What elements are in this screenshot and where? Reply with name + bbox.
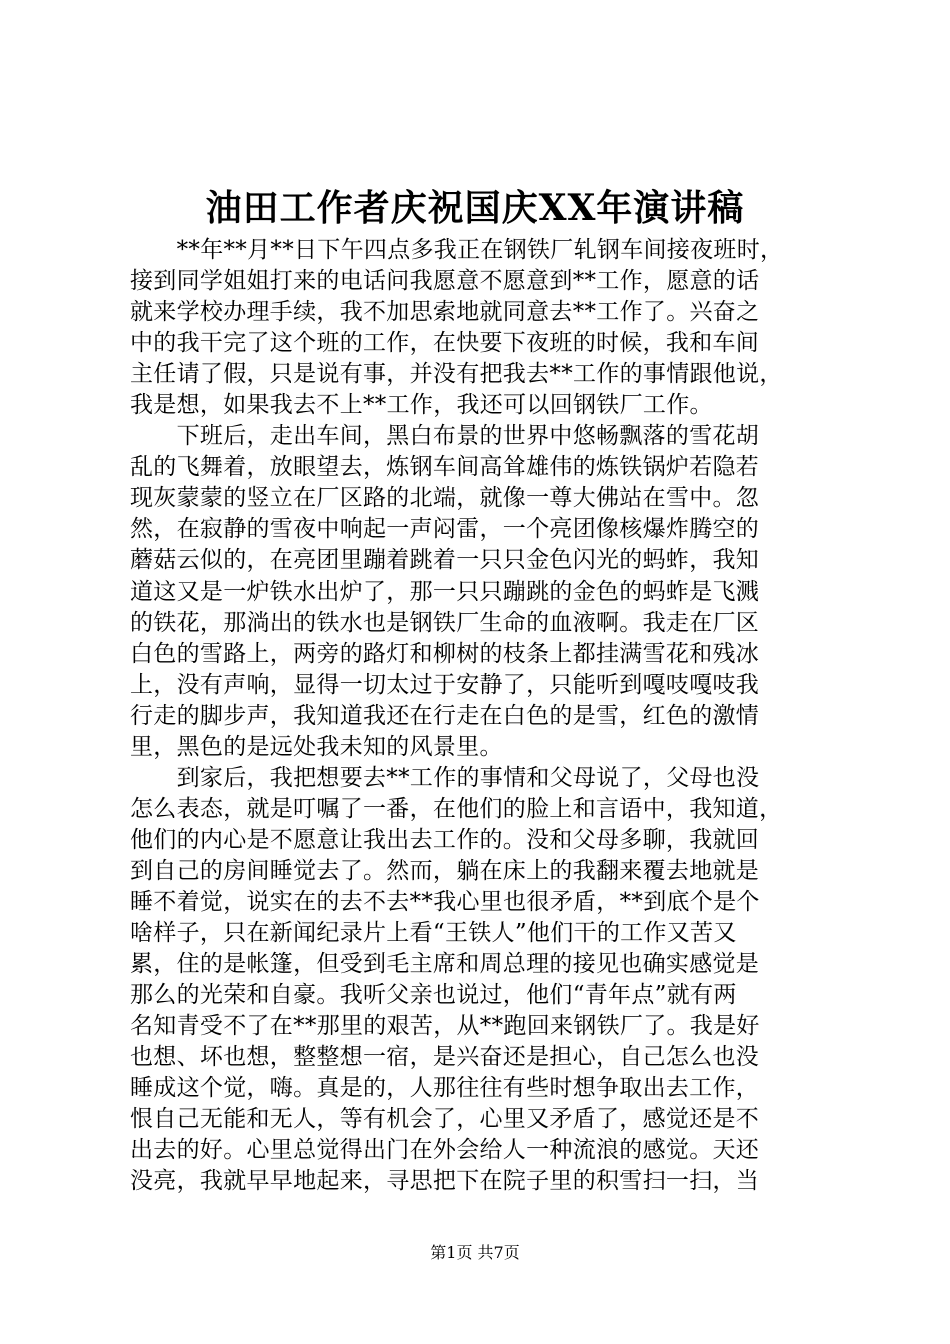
- text-line: 现灰蒙蒙的竖立在厂区路的北端，就像一尊大佛站在雪中。忽: [130, 485, 760, 512]
- text-line: 到家后，我把想要去**工作的事情和父母说了，父母也没: [130, 764, 760, 791]
- text-line: 啥样子，只在新闻纪录片上看“王铁人”他们干的工作又苦又: [130, 920, 737, 947]
- document-body: [130, 235, 830, 1197]
- text-line: **年**月**日下午四点多我正在钢铁厂轧钢车间接夜班时，: [130, 237, 784, 263]
- text-line: 的铁花，那淌出的铁水也是钢铁厂生命的血液啊。我走在厂区: [130, 609, 760, 636]
- text-line: 乱的飞舞着，放眼望去，炼钢车间高耸雄伟的炼铁锅炉若隐若: [130, 454, 760, 481]
- text-line: 也想、坏也想，整整想一宿，是兴奋还是担心，自己怎么也没: [130, 1044, 760, 1071]
- text-line: 他们的内心是不愿意让我出去工作的。没和父母多聊，我就回: [130, 826, 760, 853]
- text-line: 到自己的房间睡觉去了。然而，躺在床上的我翻来覆去地就是: [130, 857, 760, 884]
- text-line: 中的我干完了这个班的工作，在快要下夜班的时候，我和车间: [130, 330, 760, 357]
- text-line: 睡不着觉，说实在的去不去**我心里也很矛盾，**到底个是个: [130, 888, 760, 915]
- text-line: 里，黑色的是远处我未知的风景里。: [130, 733, 503, 760]
- paragraph: [130, 763, 830, 1198]
- text-line: 恨自己无能和无人，等有机会了，心里又矛盾了，感觉还是不: [130, 1106, 760, 1133]
- text-line: 然，在寂静的雪夜中响起一声闷雷，一个亮团像核爆炸腾空的: [130, 516, 760, 543]
- document-title: 油田工作者庆祝国庆XX年演讲稿: [205, 187, 745, 229]
- text-line: 道这又是一炉铁水出炉了，那一只只蹦跳的金色的蚂蚱是飞溅: [130, 578, 760, 605]
- text-line: 累，住的是帐篷，但受到毛主席和周总理的接见也确实感觉是: [130, 951, 760, 978]
- text-line: 那么的光荣和自豪。我听父亲也说过，他们“青年点”就有两: [130, 982, 737, 1009]
- paragraph: [130, 421, 830, 763]
- text-line: 睡成这个觉，嗨。真是的，人那往往有些时想争取出去工作，: [130, 1075, 760, 1102]
- text-line: 名知青受不了在**那里的艰苦，从**跑回来钢铁厂了。我是好: [130, 1013, 760, 1040]
- text-line: 白色的雪路上，两旁的路灯和柳树的枝条上都挂满雪花和残冰: [130, 640, 760, 667]
- text-line: 下班后，走出车间，黑白布景的世界中悠畅飘落的雪花胡: [130, 423, 760, 450]
- text-line: 没亮，我就早早地起来，寻思把下在院子里的积雪扫一扫，当: [130, 1168, 760, 1195]
- text-line: 就来学校办理手续，我不加思索地就同意去**工作了。兴奋之: [130, 299, 760, 326]
- text-line: 我是想，如果我去不上**工作，我还可以回钢铁厂工作。: [130, 392, 713, 419]
- text-line: 出去的好。心里总觉得出门在外会给人一种流浪的感觉。天还: [130, 1137, 760, 1164]
- text-line: 行走的脚步声，我知道我还在行走在白色的是雪，红色的激情: [130, 702, 760, 729]
- text-line: 上，没有声响，显得一切太过于安静了，只能听到嘎吱嘎吱我: [130, 671, 760, 698]
- text-line: 怎么表态，就是叮嘱了一番，在他们的脸上和言语中，我知道，: [130, 795, 783, 822]
- paragraph: [130, 235, 830, 421]
- text-line: 接到同学姐姐打来的电话问我愿意不愿意到**工作，愿意的话: [130, 268, 760, 295]
- page-footer: 第1页 共7页: [430, 1243, 520, 1262]
- text-line: 蘑菇云似的，在亮团里蹦着跳着一只只金色闪光的蚂蚱，我知: [130, 547, 760, 574]
- text-line: 主任请了假，只是说有事，并没有把我去**工作的事情跟他说，: [130, 361, 783, 388]
